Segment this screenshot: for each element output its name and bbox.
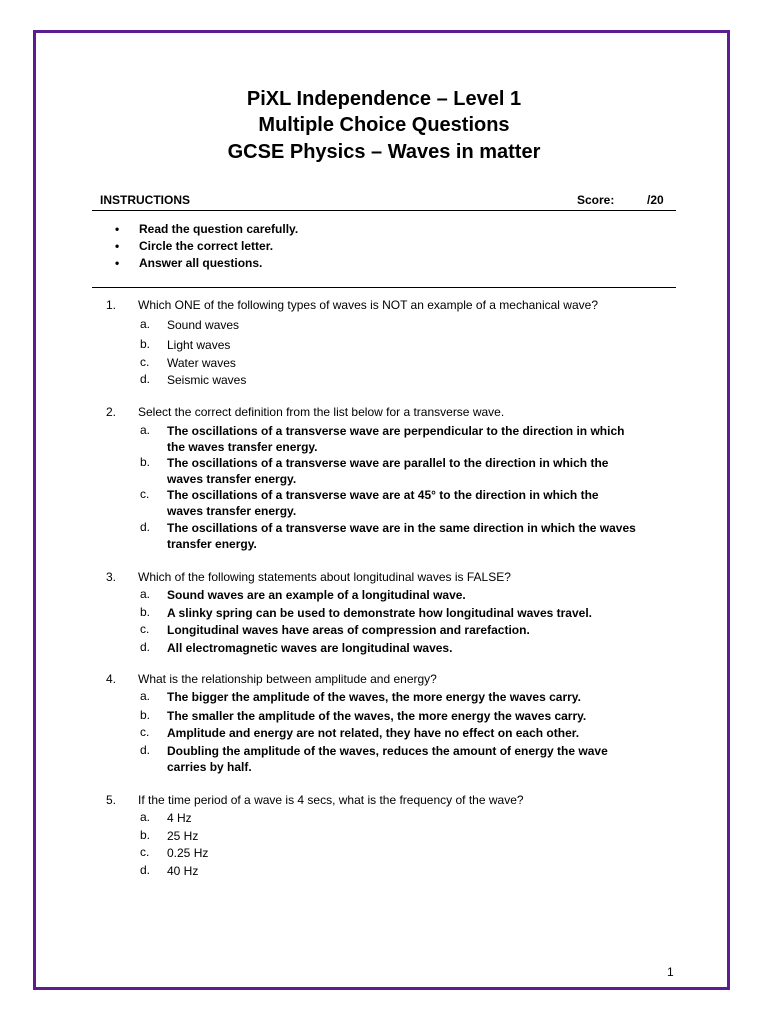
question-stem: If the time period of a wave is 4 secs, what is the frequency of the wave? [138,793,524,807]
title-line-1: PiXL Independence – Level 1 [246,88,522,110]
question-number: 2. [106,405,117,419]
bullet-icon: • [115,239,120,253]
section-divider [92,287,676,288]
title-line-3: GCSE Physics – Waves in matter [227,141,541,163]
question-number: 3. [106,570,117,584]
question-number: 4. [106,672,117,686]
question-stem: Which of the following statements about longitudinal waves is FALSE? [138,570,511,584]
bullet-icon: • [115,256,120,270]
bullet-icon: • [115,222,120,236]
score-label: Score: [577,193,615,207]
page-number: 1 [667,965,674,979]
instructions-label: INSTRUCTIONS [100,193,190,207]
instructions-header [92,192,676,211]
question-stem: What is the relationship between amplitude and energy? [138,672,437,686]
title-line-2: Multiple Choice Questions [258,114,510,136]
question-number: 1. [106,298,117,312]
question-stem: Which ONE of the following types of waves is NOT an example of a mechanical wave? [138,298,598,312]
question-stem: Select the correct definition from the list below for a transverse wave. [138,405,505,419]
score-total: /20 [647,193,664,207]
question-number: 5. [106,793,117,807]
